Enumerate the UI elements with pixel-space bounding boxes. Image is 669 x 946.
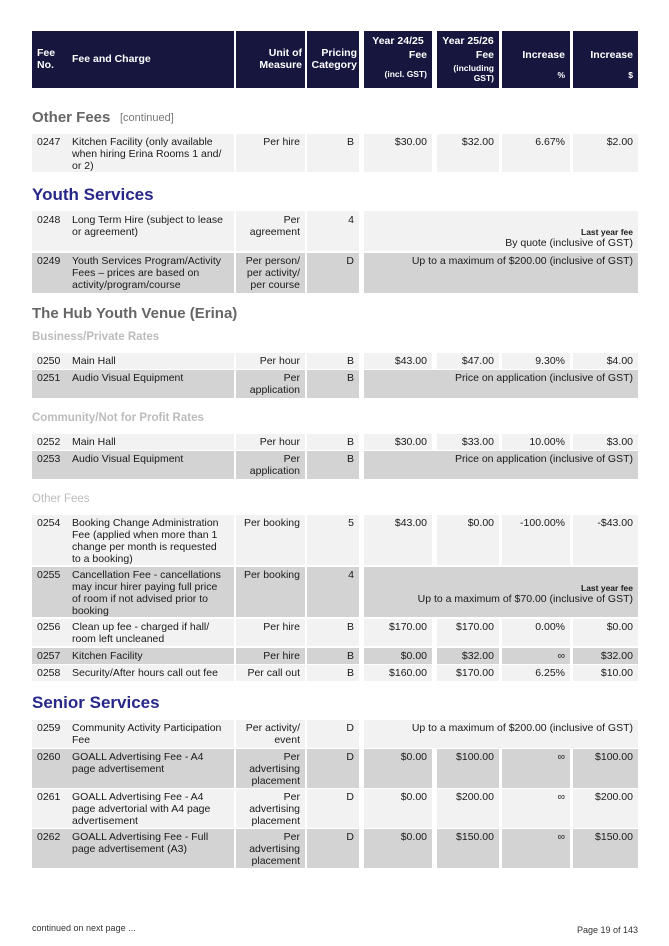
fee-year-24-25: $0.00 <box>400 831 427 843</box>
fee-year-25-26: $33.00 <box>461 436 494 448</box>
header-year2-title: Year 25/26 <box>442 35 494 47</box>
fee-description: Audio Visual Equipment <box>72 453 184 465</box>
fee-year-25-26: $170.00 <box>456 667 494 679</box>
fee-description: Community Activity Participation Fee <box>72 722 222 746</box>
pricing-category: B <box>346 355 354 367</box>
pricing-category: 4 <box>348 569 354 581</box>
table-row-0247 <box>32 134 638 172</box>
pricing-category: 4 <box>348 214 354 226</box>
fee-description: Clean up fee - charged if hall/ room left uncleaned <box>72 621 210 645</box>
section-youth-services-heading: Youth Services <box>32 185 154 204</box>
increase-percent: ∞ <box>557 791 565 803</box>
last-year-fee-label: Last year fee <box>581 227 633 237</box>
increase-amount: $2.00 <box>606 136 633 148</box>
table-row-0253 <box>32 451 638 479</box>
header-increase-pct-cell <box>502 31 570 88</box>
increase-percent: ∞ <box>557 650 565 662</box>
fee-year-24-25: $0.00 <box>400 751 427 763</box>
fee-description: Youth Services Program/Activity Fees – prices are based on activity/program/course <box>72 255 222 291</box>
table-row-0249 <box>32 253 638 293</box>
table-row-0255 <box>32 567 638 617</box>
increase-amount: $32.00 <box>600 650 633 662</box>
header-year1-cell <box>364 31 432 88</box>
fee-note: Up to a maximum of $200.00 (inclusive of GST) <box>411 722 633 734</box>
header-increase-pct: Increase <box>522 49 565 61</box>
fee-year-25-26: $47.00 <box>461 355 494 367</box>
fee-year-25-26: $170.00 <box>456 621 494 633</box>
header-pricing-category: Pricing Category <box>311 47 357 71</box>
table-row-0256 <box>32 619 638 646</box>
unit-of-measure: Per hour <box>259 355 300 367</box>
table-row-0257 <box>32 648 638 664</box>
fee-description: Audio Visual Equipment <box>72 372 184 384</box>
table-row-0260 <box>32 749 638 788</box>
pricing-category: D <box>346 751 354 763</box>
fee-year-24-25: $43.00 <box>394 355 427 367</box>
fee-year-25-26: $100.00 <box>456 751 494 763</box>
fee-number: 0260 <box>37 751 61 763</box>
increase-percent: 10.00% <box>529 436 565 448</box>
fee-number: 0256 <box>37 621 61 633</box>
unit-of-measure: Per hire <box>263 650 300 662</box>
unit-of-measure: Per activity/ event <box>245 722 300 746</box>
increase-amount: -$43.00 <box>597 517 633 529</box>
increase-amount: $100.00 <box>595 751 633 763</box>
fee-description: Kitchen Facility <box>72 650 143 662</box>
fee-year-24-25: $160.00 <box>389 667 427 679</box>
fee-year-24-25: $170.00 <box>389 621 427 633</box>
section-other-fees-heading: Other Fees <box>32 109 111 126</box>
fee-description: GOALL Advertising Fee - Full page advertisement (A3) <box>72 831 209 855</box>
table-row-0254 <box>32 515 638 565</box>
header-year2-fee: Fee <box>475 49 494 61</box>
fee-description: Booking Change Administration Fee (applied when more than 1 change per month is requested to a booking) <box>72 517 219 565</box>
fee-number: 0252 <box>37 436 61 448</box>
pricing-category: D <box>346 791 354 803</box>
pricing-category: B <box>346 621 354 633</box>
pricing-category: 5 <box>348 517 354 529</box>
header-fee-no: Fee No. <box>37 47 56 71</box>
increase-percent: 0.00% <box>535 621 565 633</box>
header-pricing-cell <box>307 31 359 88</box>
fee-note: Up to a maximum of $70.00 (inclusive of GST) <box>417 593 633 605</box>
table-row-0251 <box>32 370 638 398</box>
increase-percent: ∞ <box>557 751 565 763</box>
increase-percent: 9.30% <box>535 355 565 367</box>
fee-number: 0253 <box>37 453 61 465</box>
fee-number: 0255 <box>37 569 61 581</box>
header-fee-charge-cell <box>32 31 234 88</box>
pricing-category: B <box>346 650 354 662</box>
subsection-business-private-rates: Business/Private Rates <box>32 331 160 343</box>
fee-description: Security/After hours call out fee <box>72 667 218 679</box>
header-increase-amt-symbol: $ <box>628 70 633 80</box>
increase-percent: 6.25% <box>535 667 565 679</box>
unit-of-measure: Per agreement <box>249 214 300 238</box>
header-year1-fee: Fee <box>408 49 427 61</box>
fee-year-24-25: $30.00 <box>394 436 427 448</box>
fee-year-24-25: $0.00 <box>400 791 427 803</box>
fee-note: By quote (inclusive of GST) <box>505 237 633 249</box>
unit-of-measure: Per hire <box>263 621 300 633</box>
fee-year-24-25: $43.00 <box>394 517 427 529</box>
section-hub-youth-venue-heading: The Hub Youth Venue (Erina) <box>32 305 238 322</box>
fee-number: 0259 <box>37 722 61 734</box>
unit-of-measure: Per booking <box>243 569 300 581</box>
fee-number: 0262 <box>37 831 61 843</box>
table-row-0252 <box>32 434 638 450</box>
fee-note: Price on application (inclusive of GST) <box>455 453 633 465</box>
header-increase-amt: Increase <box>590 49 633 61</box>
header-year2-cell <box>437 31 499 88</box>
fee-number: 0249 <box>37 255 61 267</box>
header-unit-cell <box>236 31 305 88</box>
last-year-fee-label: Last year fee <box>581 583 633 593</box>
table-row-0261 <box>32 789 638 828</box>
fee-year-25-26: $200.00 <box>456 791 494 803</box>
section-senior-services-heading: Senior Services <box>32 693 160 712</box>
fee-note: Up to a maximum of $200.00 (inclusive of GST) <box>411 255 633 267</box>
fee-number: 0248 <box>37 214 61 226</box>
unit-of-measure: Per application <box>249 372 300 396</box>
header-year2-note: (including GST) <box>453 63 494 83</box>
pricing-category: D <box>346 722 354 734</box>
table-row-0262 <box>32 829 638 868</box>
increase-amount: $3.00 <box>606 436 633 448</box>
fee-year-24-25: $0.00 <box>400 650 427 662</box>
header-increase-amt-cell <box>573 31 638 88</box>
fee-description: Cancellation Fee - cancellations may incur hirer paying full price of room if not advised prior to booking <box>72 569 221 617</box>
fee-number: 0250 <box>37 355 61 367</box>
increase-amount: $10.00 <box>600 667 633 679</box>
fee-number: 0257 <box>37 650 61 662</box>
fee-description: Long Term Hire (subject to lease or agreement) <box>72 214 223 238</box>
table-row-0248 <box>32 211 638 251</box>
subsection-community-rates: Community/Not for Profit Rates <box>32 412 204 424</box>
fee-description: Kitchen Facility (only available when hiring Erina Rooms 1 and/ or 2) <box>72 136 222 172</box>
table-row-0250 <box>32 353 638 369</box>
fee-year-25-26: $32.00 <box>461 650 494 662</box>
fee-description: GOALL Advertising Fee - A4 page advertorial with A4 page advertisement <box>72 791 211 827</box>
increase-amount: $200.00 <box>595 791 633 803</box>
unit-of-measure: Per hour <box>259 436 300 448</box>
increase-percent: ∞ <box>557 831 565 843</box>
header-unit-of-measure: Unit of Measure <box>259 47 302 71</box>
subsection-other-fees: Other Fees <box>32 493 90 505</box>
section-continued-label: [continued] <box>120 112 174 124</box>
fee-description: Main Hall <box>72 436 116 448</box>
fee-year-24-25: $30.00 <box>394 136 427 148</box>
header-fee-and-charge: Fee and Charge <box>72 53 151 65</box>
fee-description: GOALL Advertising Fee - A4 page advertisement <box>72 751 204 775</box>
unit-of-measure: Per advertising placement <box>249 831 300 867</box>
pricing-category: B <box>346 372 354 384</box>
pricing-category: B <box>346 436 354 448</box>
fee-number: 0261 <box>37 791 61 803</box>
fee-note: Price on application (inclusive of GST) <box>455 372 633 384</box>
increase-amount: $150.00 <box>595 831 633 843</box>
header-increase-pct-symbol: % <box>557 70 565 80</box>
pricing-category: D <box>346 255 354 267</box>
pricing-category: B <box>346 453 354 465</box>
fee-year-25-26: $32.00 <box>461 136 494 148</box>
increase-percent: -100.00% <box>520 517 565 529</box>
page-number: Page 19 of 143 <box>576 925 638 935</box>
unit-of-measure: Per hire <box>263 136 300 148</box>
unit-of-measure: Per advertising placement <box>249 751 300 787</box>
unit-of-measure: Per booking <box>243 517 300 529</box>
increase-amount: $4.00 <box>606 355 633 367</box>
pricing-category: D <box>346 831 354 843</box>
unit-of-measure: Per advertising placement <box>249 791 300 827</box>
header-year1-note: (incl. GST) <box>384 69 427 79</box>
unit-of-measure: Per person/ per activity/ per course <box>245 255 300 291</box>
table-row-0259 <box>32 720 638 748</box>
header-year1-title: Year 24/25 <box>372 35 424 47</box>
fee-number: 0251 <box>37 372 61 384</box>
increase-percent: 6.67% <box>535 136 565 148</box>
fee-number: 0254 <box>37 517 61 529</box>
fee-year-25-26: $0.00 <box>467 517 494 529</box>
pricing-category: B <box>346 667 354 679</box>
unit-of-measure: Per application <box>249 453 300 477</box>
continued-next-page-note: continued on next page ... <box>32 923 136 933</box>
pricing-category: B <box>346 136 354 148</box>
fee-description: Main Hall <box>72 355 116 367</box>
increase-amount: $0.00 <box>606 621 633 633</box>
table-row-0258 <box>32 665 638 681</box>
fee-number: 0258 <box>37 667 61 679</box>
fee-number: 0247 <box>37 136 61 148</box>
fee-year-25-26: $150.00 <box>456 831 494 843</box>
unit-of-measure: Per call out <box>247 667 300 679</box>
